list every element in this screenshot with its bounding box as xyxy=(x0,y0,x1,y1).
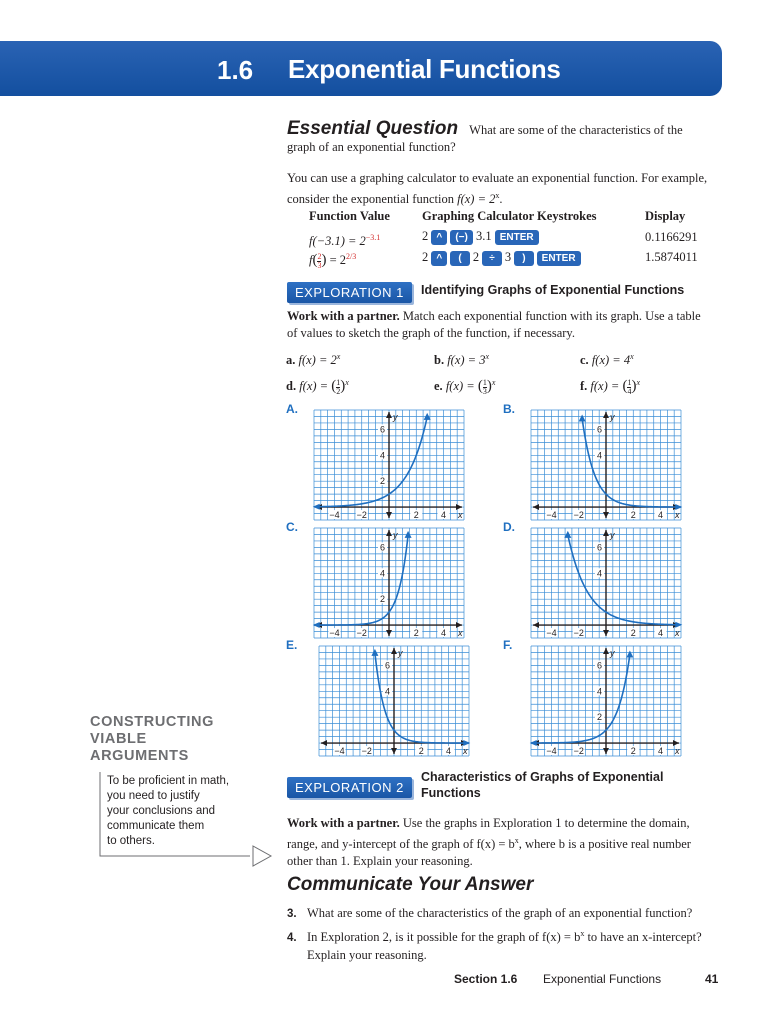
intro-line-1: You can use a graphing calculator to evaluate an exponential function. For example, xyxy=(287,171,708,185)
x-tick-label: −4 xyxy=(334,746,345,757)
y-axis-label: y xyxy=(610,530,615,540)
section-number: 1.6 xyxy=(217,55,254,85)
question-3-text: What are some of the characteristics of the graph of an exponential function? xyxy=(307,906,693,920)
row1-keystrokes xyxy=(422,228,539,245)
graph-3 xyxy=(311,525,467,641)
sidebar-line-1: To be proficient in math, xyxy=(107,775,230,787)
x-tick-label: 4 xyxy=(441,510,447,521)
exploration-2-line-3: other than 1. Explain your reasoning. xyxy=(287,854,473,869)
x-tick-label: 4 xyxy=(446,746,452,757)
axis-arrowhead xyxy=(533,622,539,628)
enter-key: ENTER xyxy=(495,230,539,245)
function-option-5: e. f(x) = ( $\frac{1}{3}$ )$^x$ xyxy=(434,377,496,396)
axis-arrowhead xyxy=(603,648,609,654)
caret-key: ^ xyxy=(431,251,447,266)
row2-k-three: 3 xyxy=(504,250,512,264)
graph-label-3: C. xyxy=(286,520,298,534)
x-tick-label: −4 xyxy=(329,510,340,521)
axis-arrowhead xyxy=(603,530,609,536)
caret-key: ^ xyxy=(431,230,447,245)
x-axis-label: x xyxy=(675,746,680,757)
sidebar-line-3: your conclusions and xyxy=(107,805,216,817)
intro-function: f(x) = 2 xyxy=(457,192,496,207)
y-tick-label: 2 xyxy=(379,594,385,605)
y-tick-label: 6 xyxy=(379,542,385,553)
footer-section: Section 1.6 xyxy=(454,972,518,986)
x-tick-label: 4 xyxy=(441,628,447,639)
y-tick-label: 4 xyxy=(384,686,390,697)
y-tick-label: 6 xyxy=(379,424,385,435)
row2-display: 1.5874011 xyxy=(645,250,698,264)
y-tick-label: 6 xyxy=(596,542,602,553)
graph-1 xyxy=(311,407,467,523)
col-header-function: Function Value xyxy=(309,209,390,223)
y-axis-label: y xyxy=(393,530,398,540)
graph-5 xyxy=(316,643,472,759)
graph-label-5: E. xyxy=(286,638,298,652)
y-tick-label: 6 xyxy=(596,424,602,435)
y-axis-label: y xyxy=(610,648,615,658)
exploration-2-text xyxy=(287,815,717,870)
y-tick-label: 4 xyxy=(596,450,602,461)
x-tick-label: 2 xyxy=(630,746,636,757)
graph-label-6: F. xyxy=(503,638,513,652)
exploration-2-exp: x xyxy=(514,836,519,845)
row2-exp: 2/3 xyxy=(346,252,357,261)
sidebar-heading xyxy=(90,714,260,765)
question-4-number: 4. xyxy=(287,932,297,945)
exploration-1-title: Identifying Graphs of Exponential Functions xyxy=(421,283,685,297)
x-axis-label: x xyxy=(463,746,468,757)
y-tick-label: 2 xyxy=(379,476,385,487)
axis-arrowhead xyxy=(321,740,327,746)
curve-arrowhead xyxy=(579,415,586,422)
axis-arrowhead xyxy=(603,630,609,636)
function-option-1: a. $f(x) = 2^x$ xyxy=(286,352,341,368)
y-tick-label: 4 xyxy=(596,568,602,579)
intro-suffix: . xyxy=(499,192,503,207)
axis-arrowhead xyxy=(603,748,609,754)
exploration-2-line-1: Use the graphs in Exploration 1 to determine the domain, xyxy=(402,816,690,830)
x-tick-label: −4 xyxy=(546,746,557,757)
axis-arrowhead xyxy=(391,748,397,754)
row2-keystrokes xyxy=(422,249,581,266)
question-4-line-1a: In Exploration 2, is it possible for the graph of f(x) = b xyxy=(307,930,581,945)
row2-eq: = 2 xyxy=(326,253,347,268)
x-tick-label: −2 xyxy=(573,510,584,521)
graph-2 xyxy=(528,407,684,523)
x-tick-label: 2 xyxy=(630,628,636,639)
graph-4 xyxy=(528,525,684,641)
graph-label-1: A. xyxy=(286,402,298,416)
graph-label-4: D. xyxy=(503,520,515,534)
x-axis-label: x xyxy=(675,628,680,639)
function-option-2: b. $f(x) = 3^x$ xyxy=(434,352,490,368)
footer-title: Exponential Functions xyxy=(543,972,662,986)
sidebar-line-5: to others. xyxy=(107,835,155,847)
essential-question-text: What are some of the characteristics of the xyxy=(469,123,683,137)
intro-line-2-prefix: consider the exponential function xyxy=(287,192,458,207)
x-tick-label: −2 xyxy=(361,746,372,757)
y-axis-label: y xyxy=(610,412,615,422)
sidebar-line-4: communicate them xyxy=(107,820,205,832)
col-header-keystrokes: Graphing Calculator Keystrokes xyxy=(422,209,597,223)
intro-line-2 xyxy=(287,187,717,208)
right-paren-key: ) xyxy=(514,251,533,266)
negative-key: (−) xyxy=(450,230,473,245)
intro-exp: x xyxy=(495,191,500,200)
row1-display: 0.1166291 xyxy=(645,230,698,244)
exploration-1-line-2: of values to sketch the graph of the function, if necessary. xyxy=(287,326,575,340)
x-tick-label: 4 xyxy=(658,746,664,757)
exploration-2-line-2: range, and y-intercept of the graph of f(x) = b xyxy=(287,837,515,852)
exploration-2-title-2: Functions xyxy=(421,786,481,800)
row2-k-two: 2 xyxy=(472,250,480,264)
axis-arrowhead xyxy=(603,412,609,418)
enter-key: ENTER xyxy=(537,251,581,266)
y-tick-label: 4 xyxy=(379,450,385,461)
question-3-number: 3. xyxy=(287,908,297,920)
y-tick-label: 4 xyxy=(379,568,385,579)
communicate-heading: Communicate Your Answer xyxy=(287,874,534,895)
row2-frac-num: 2 xyxy=(317,251,322,261)
y-tick-label: 2 xyxy=(596,712,602,723)
sidebar-body xyxy=(107,774,257,849)
y-tick-label: 4 xyxy=(596,686,602,697)
x-tick-label: −2 xyxy=(356,510,367,521)
y-tick-label: 6 xyxy=(596,660,602,671)
row2-k-pre: 2 xyxy=(422,250,429,264)
row1-k-mid: 3.1 xyxy=(475,229,492,243)
exploration-2-title-1: Characteristics of Graphs of Exponential xyxy=(421,770,664,784)
question-4 xyxy=(287,925,727,964)
axis-arrowhead xyxy=(533,504,539,510)
x-axis-label: x xyxy=(675,510,680,521)
function-option-6: f. f(x) = ( $\frac{1}{4}$ )$^x$ xyxy=(580,377,641,396)
question-3 xyxy=(287,905,727,923)
essential-question-heading: Essential Question xyxy=(287,118,459,139)
left-paren-key: ( xyxy=(450,251,469,266)
row2-f: f xyxy=(309,253,313,268)
exploration-1-line-1: Match each exponential function with its graph. Use a table xyxy=(402,309,701,323)
curve-arrowhead xyxy=(626,651,633,658)
row1-k-pre: 2 xyxy=(422,229,429,243)
exponential-curve xyxy=(531,655,630,743)
exploration-2-tag: EXPLORATION 2 xyxy=(287,777,412,798)
axis-arrowhead xyxy=(386,412,392,418)
divide-key: ÷ xyxy=(482,251,502,266)
exploration-2-line-2-tail: , where b is a positive real number xyxy=(518,837,691,852)
x-tick-label: −4 xyxy=(546,510,557,521)
graph-6 xyxy=(528,643,684,759)
x-tick-label: 4 xyxy=(658,510,664,521)
axis-arrowhead xyxy=(386,530,392,536)
function-option-4: d. f(x) = ( $\frac{1}{2}$ )$^x$ xyxy=(286,377,349,396)
row2-frac-den: 3 xyxy=(317,260,322,270)
function-option-3: c. $f(x) = 4^x$ xyxy=(580,352,634,368)
y-axis-label: y xyxy=(393,412,398,422)
x-tick-label: 4 xyxy=(658,628,664,639)
x-tick-label: −2 xyxy=(573,628,584,639)
exploration-1-lead: Work with a partner. xyxy=(287,309,400,323)
y-tick-label: 6 xyxy=(384,660,390,671)
x-tick-label: 2 xyxy=(413,628,419,639)
section-title: Exponential Functions xyxy=(288,54,561,84)
row1-function-value xyxy=(309,229,380,250)
axis-arrowhead xyxy=(386,630,392,636)
axis-arrowhead xyxy=(386,512,392,518)
intro-paragraph xyxy=(287,170,717,208)
row2-function-value: f( $\frac{2}{3}$ ) = $2^{2/3}$ xyxy=(309,251,357,270)
question-4-line-1b: to have an x-intercept? xyxy=(584,930,702,945)
x-axis-label: x xyxy=(458,628,463,639)
question-4-exp: x xyxy=(580,929,585,938)
sidebar-heading-1: CONSTRUCTING xyxy=(90,714,214,730)
essential-question-text-2: graph of an exponential function? xyxy=(287,140,456,154)
exploration-2-title xyxy=(421,769,663,801)
question-4-line-2: Explain your reasoning. xyxy=(307,948,427,963)
x-tick-label: −4 xyxy=(329,628,340,639)
x-tick-label: −4 xyxy=(546,628,557,639)
exploration-1-text xyxy=(287,308,717,342)
axis-arrowhead xyxy=(603,512,609,518)
row1-exp: −3.1 xyxy=(365,233,381,242)
row1-lhs: f(−3.1) = 2 xyxy=(309,234,366,249)
x-tick-label: −2 xyxy=(356,628,367,639)
x-tick-label: 2 xyxy=(630,510,636,521)
col-header-display: Display xyxy=(645,209,686,223)
x-tick-label: 2 xyxy=(418,746,424,757)
sidebar-line-2: you need to justify xyxy=(107,790,200,802)
page-number: 41 xyxy=(705,972,719,986)
sidebar-heading-3: ARGUMENTS xyxy=(90,748,189,764)
y-axis-label: y xyxy=(398,648,403,658)
exploration-1-tag: EXPLORATION 1 xyxy=(287,282,412,303)
sidebar-heading-2: VIABLE xyxy=(90,731,147,747)
x-tick-label: 2 xyxy=(413,510,419,521)
axis-arrowhead xyxy=(391,648,397,654)
x-tick-label: −2 xyxy=(573,746,584,757)
graph-label-2: B. xyxy=(503,402,515,416)
exploration-2-lead: Work with a partner. xyxy=(287,816,400,830)
essential-question-block xyxy=(287,120,717,156)
x-axis-label: x xyxy=(458,510,463,521)
